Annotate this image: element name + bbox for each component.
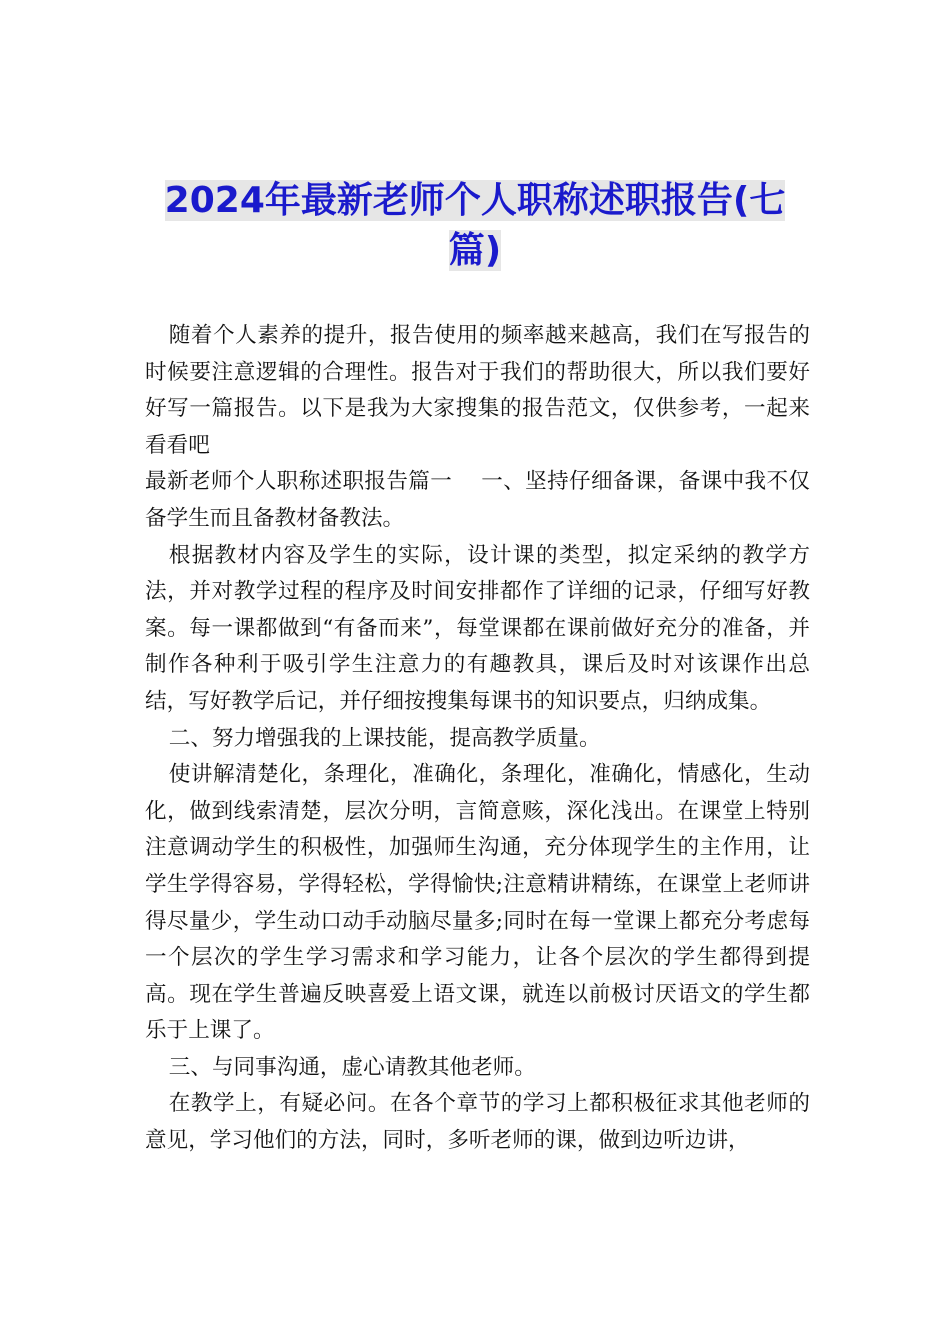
paragraph: 在教学上，有疑必问。在各个章节的学习上都积极征求其他老师的意见，学习他们的方法，同时，多听老师的课，做到边听边讲， (145, 1091, 810, 1154)
section-heading: 二、努力增强我的上课技能，提高教学质量。 (168, 725, 601, 751)
paragraph: 根据教材内容及学生的实际，设计课的类型，拟定采纳的教学方法，并对教学过程的程序及时间安排都作了详细的记录，仔细写好教案。每一课都做到“有备而来”，每堂课都在课前做好充分的准备，并制作各种利于吸引学生注意力的有趣教具，课后及时对该课作出总结，写好教学后记，并仔细按搜集每课书的知识要点，归纳成集。 (145, 542, 810, 714)
document-body (145, 318, 810, 1160)
paragraph: 最新老师个人职称述职报告篇一 一、坚持仔细备课，备课中我不仅备学生而且备教材备教法。 (145, 469, 810, 531)
paragraph: 随着个人素养的提升，报告使用的频率越来越高，我们在写报告的时候要注意逻辑的合理性。报告对于我们的帮助很大，所以我们要好好写一篇报告。以下是我为大家搜集的报告范文，仅供参考，一起来看看吧 (145, 323, 810, 458)
document-title: 2024年最新老师个人职称述职报告(七篇) (164, 180, 786, 271)
section-heading: 三、与同事沟通，虚心请教其他老师。 (168, 1054, 536, 1080)
title-block (150, 176, 800, 276)
paragraph: 使讲解清楚化，条理化，准确化，条理化，准确化，情感化，生动化，做到线索清楚，层次分明，言简意赅，深化浅出。在课堂上特别注意调动学生的积极性，加强师生沟通，充分体现学生的主作用，让学生学得容易，学得轻松，学得愉快;注意精讲精练，在课堂上老师讲得尽量少，学生动口动手动脑尽量多;同时在每一堂课上都充分考虑每一个层次的学生学习需求和学习能力，让各个层次的学生都得到提高。现在学生普遍反映喜爱上语文课，就连以前极讨厌语文的学生都乐于上课了。 (145, 762, 810, 1044)
